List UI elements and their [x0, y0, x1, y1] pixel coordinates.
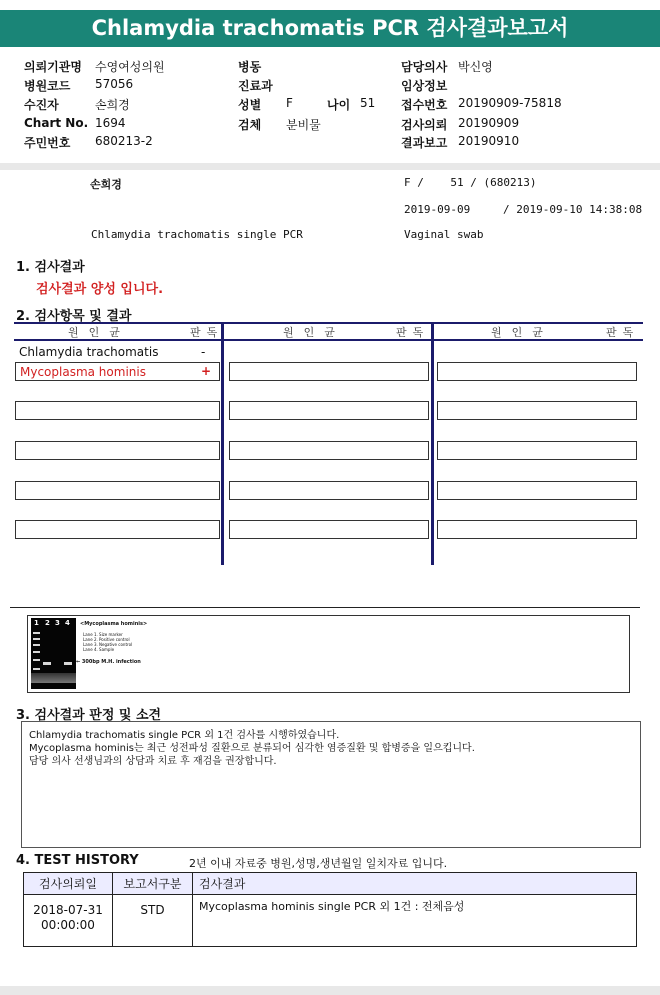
history-header-type: 보고서구분 [113, 873, 193, 895]
history-date: 2018-07-31 [33, 903, 103, 917]
empty-result-box [229, 401, 429, 420]
specimen-value: 분비물 [286, 118, 321, 132]
section3-title: 3. 검사결과 판정 및 소견 [16, 708, 162, 723]
history-header-row [24, 873, 637, 895]
section2-title: 2. 검사항목 및 결과 [16, 309, 132, 324]
history-result: Mycoplasma hominis single PCR 외 1건 : 전체음성 [193, 895, 637, 947]
ward-label: 병동 [238, 60, 262, 74]
opinion-line: Chlamydia trachomatis single PCR 외 1건 검사를 시행하였습니다. [29, 730, 340, 741]
section1-title: 1. 검사결과 [16, 260, 85, 275]
specimen-label: 검체 [238, 118, 262, 132]
request-date-label: 검사의뢰 [401, 118, 448, 132]
hospital-code-value: 57056 [95, 77, 134, 91]
empty-result-box [15, 441, 220, 460]
row1-result: - [201, 345, 206, 359]
lane-2-label: 2 [45, 619, 50, 627]
gel-legend [83, 632, 132, 652]
specimen-type: Vaginal swab [404, 228, 484, 241]
doctor-label: 담당의사 [401, 60, 448, 74]
col3-pathogen-header: 원인균 [491, 326, 553, 339]
gel-band [33, 651, 40, 653]
patient-sex-age-birth: F / 51 / (680213) [404, 176, 537, 189]
history-header-date: 검사의뢰일 [24, 873, 113, 895]
collected-date: 2019-09-09 [404, 203, 471, 216]
positive-result-text: 검사결과 양성 입니다. [36, 282, 164, 297]
lane-1-label: 1 [34, 619, 39, 627]
section4-title: 4. TEST HISTORY [16, 853, 139, 868]
footer-band [0, 986, 660, 995]
empty-result-box [229, 481, 429, 500]
empty-result-box [437, 481, 637, 500]
report-date-value: 20190910 [458, 134, 520, 148]
doctor-value: 박신영 [458, 60, 493, 74]
opinion-box [21, 721, 641, 848]
result-row [15, 362, 220, 381]
gel-band [33, 668, 40, 670]
patient-name: 손희경 [90, 178, 122, 191]
history-header-result: 검사결과 [193, 873, 637, 895]
reported-datetime: / 2019-09-10 14:38:08 [503, 203, 643, 216]
opinion-line: 담당 의사 선생님과의 상담과 치료 후 재검을 권장합니다. [29, 756, 277, 767]
gel-legend-item: Lane 4. Sample [83, 647, 115, 652]
col2-pathogen-header: 원인균 [283, 326, 345, 339]
row2-pathogen: Mycoplasma hominis [20, 365, 146, 379]
column-divider-1 [221, 322, 224, 565]
resident-no-value: 680213-2 [95, 134, 153, 148]
lane-3-label: 3 [55, 619, 60, 627]
row1-pathogen: Chlamydia trachomatis [19, 345, 159, 359]
reception-no-label: 접수번호 [401, 98, 448, 112]
gel-electrophoresis-image [31, 618, 76, 689]
institution-value: 수영여성의원 [95, 60, 165, 74]
collector-label: 수진자 [24, 98, 59, 112]
empty-result-box [15, 401, 220, 420]
empty-result-box [437, 362, 637, 381]
chart-no-label: Chart No. [24, 116, 89, 130]
gel-legend-item: Lane 1. Size marker [83, 632, 123, 637]
gel-title: <Mycoplasma hominis> [80, 621, 148, 627]
history-date-cell [24, 895, 113, 947]
hospital-code-label: 병원코드 [24, 79, 71, 93]
sex-label: 성별 [238, 98, 262, 112]
empty-result-box [437, 520, 637, 539]
gel-band [33, 659, 40, 661]
age-value: 51 [360, 96, 376, 110]
header-divider [0, 163, 660, 170]
age-label: 나이 [327, 98, 351, 112]
empty-result-box [15, 481, 220, 500]
opinion-text [29, 729, 475, 768]
report-title: Chlamydia trachomatis PCR 검사결과보고서 [0, 10, 660, 47]
gel-smear [31, 673, 76, 683]
report-date-label: 결과보고 [401, 136, 448, 150]
gel-legend-item: Lane 3. Negative control [83, 642, 133, 647]
gel-band [33, 632, 40, 634]
gel-band [64, 662, 72, 665]
institution-label: 의뢰기관명 [24, 60, 82, 74]
reception-no-value: 20190909-75818 [458, 96, 562, 110]
request-date-value: 20190909 [458, 116, 520, 130]
history-table [23, 872, 637, 947]
col2-judgement-header: 판독 [396, 326, 430, 339]
lane-4-label: 4 [65, 619, 70, 627]
gel-legend-item: Lane 2. Positive control [83, 637, 130, 642]
sex-value: F [286, 96, 293, 110]
clinical-info-label: 임상정보 [401, 79, 448, 93]
col1-judgement-header: 판독 [190, 326, 224, 339]
empty-result-box [15, 520, 220, 539]
gel-divider [10, 607, 640, 608]
row2-result: + [201, 364, 212, 378]
column-divider-2 [431, 322, 434, 565]
empty-result-box [437, 441, 637, 460]
chart-no-value: 1694 [95, 116, 126, 130]
col1-pathogen-header: 원인균 [68, 326, 130, 339]
gel-band [43, 662, 51, 665]
empty-result-box [229, 362, 429, 381]
opinion-line: Mycoplasma hominis는 최근 성전파성 질환으로 분류되어 심각한 염증질환 및 합병증을 일으킵니다. [29, 743, 475, 754]
gel-band [33, 644, 40, 646]
gel-band [33, 638, 40, 640]
empty-result-box [229, 520, 429, 539]
col3-judgement-header: 판독 [606, 326, 640, 339]
empty-result-box [437, 401, 637, 420]
history-type: STD [113, 895, 193, 947]
history-time: 00:00:00 [41, 918, 95, 932]
collector-value: 손희경 [95, 98, 130, 112]
gel-arrow-label: ← 300bp M.H. infection [76, 659, 141, 665]
resident-no-label: 주민번호 [24, 136, 71, 150]
empty-result-box [229, 441, 429, 460]
history-note: 2년 이내 자료중 병원,성명,생년월일 일치자료 입니다. [189, 857, 448, 870]
department-label: 진료과 [238, 79, 273, 93]
test-name: Chlamydia trachomatis single PCR [91, 228, 303, 241]
history-row[interactable] [24, 895, 637, 947]
